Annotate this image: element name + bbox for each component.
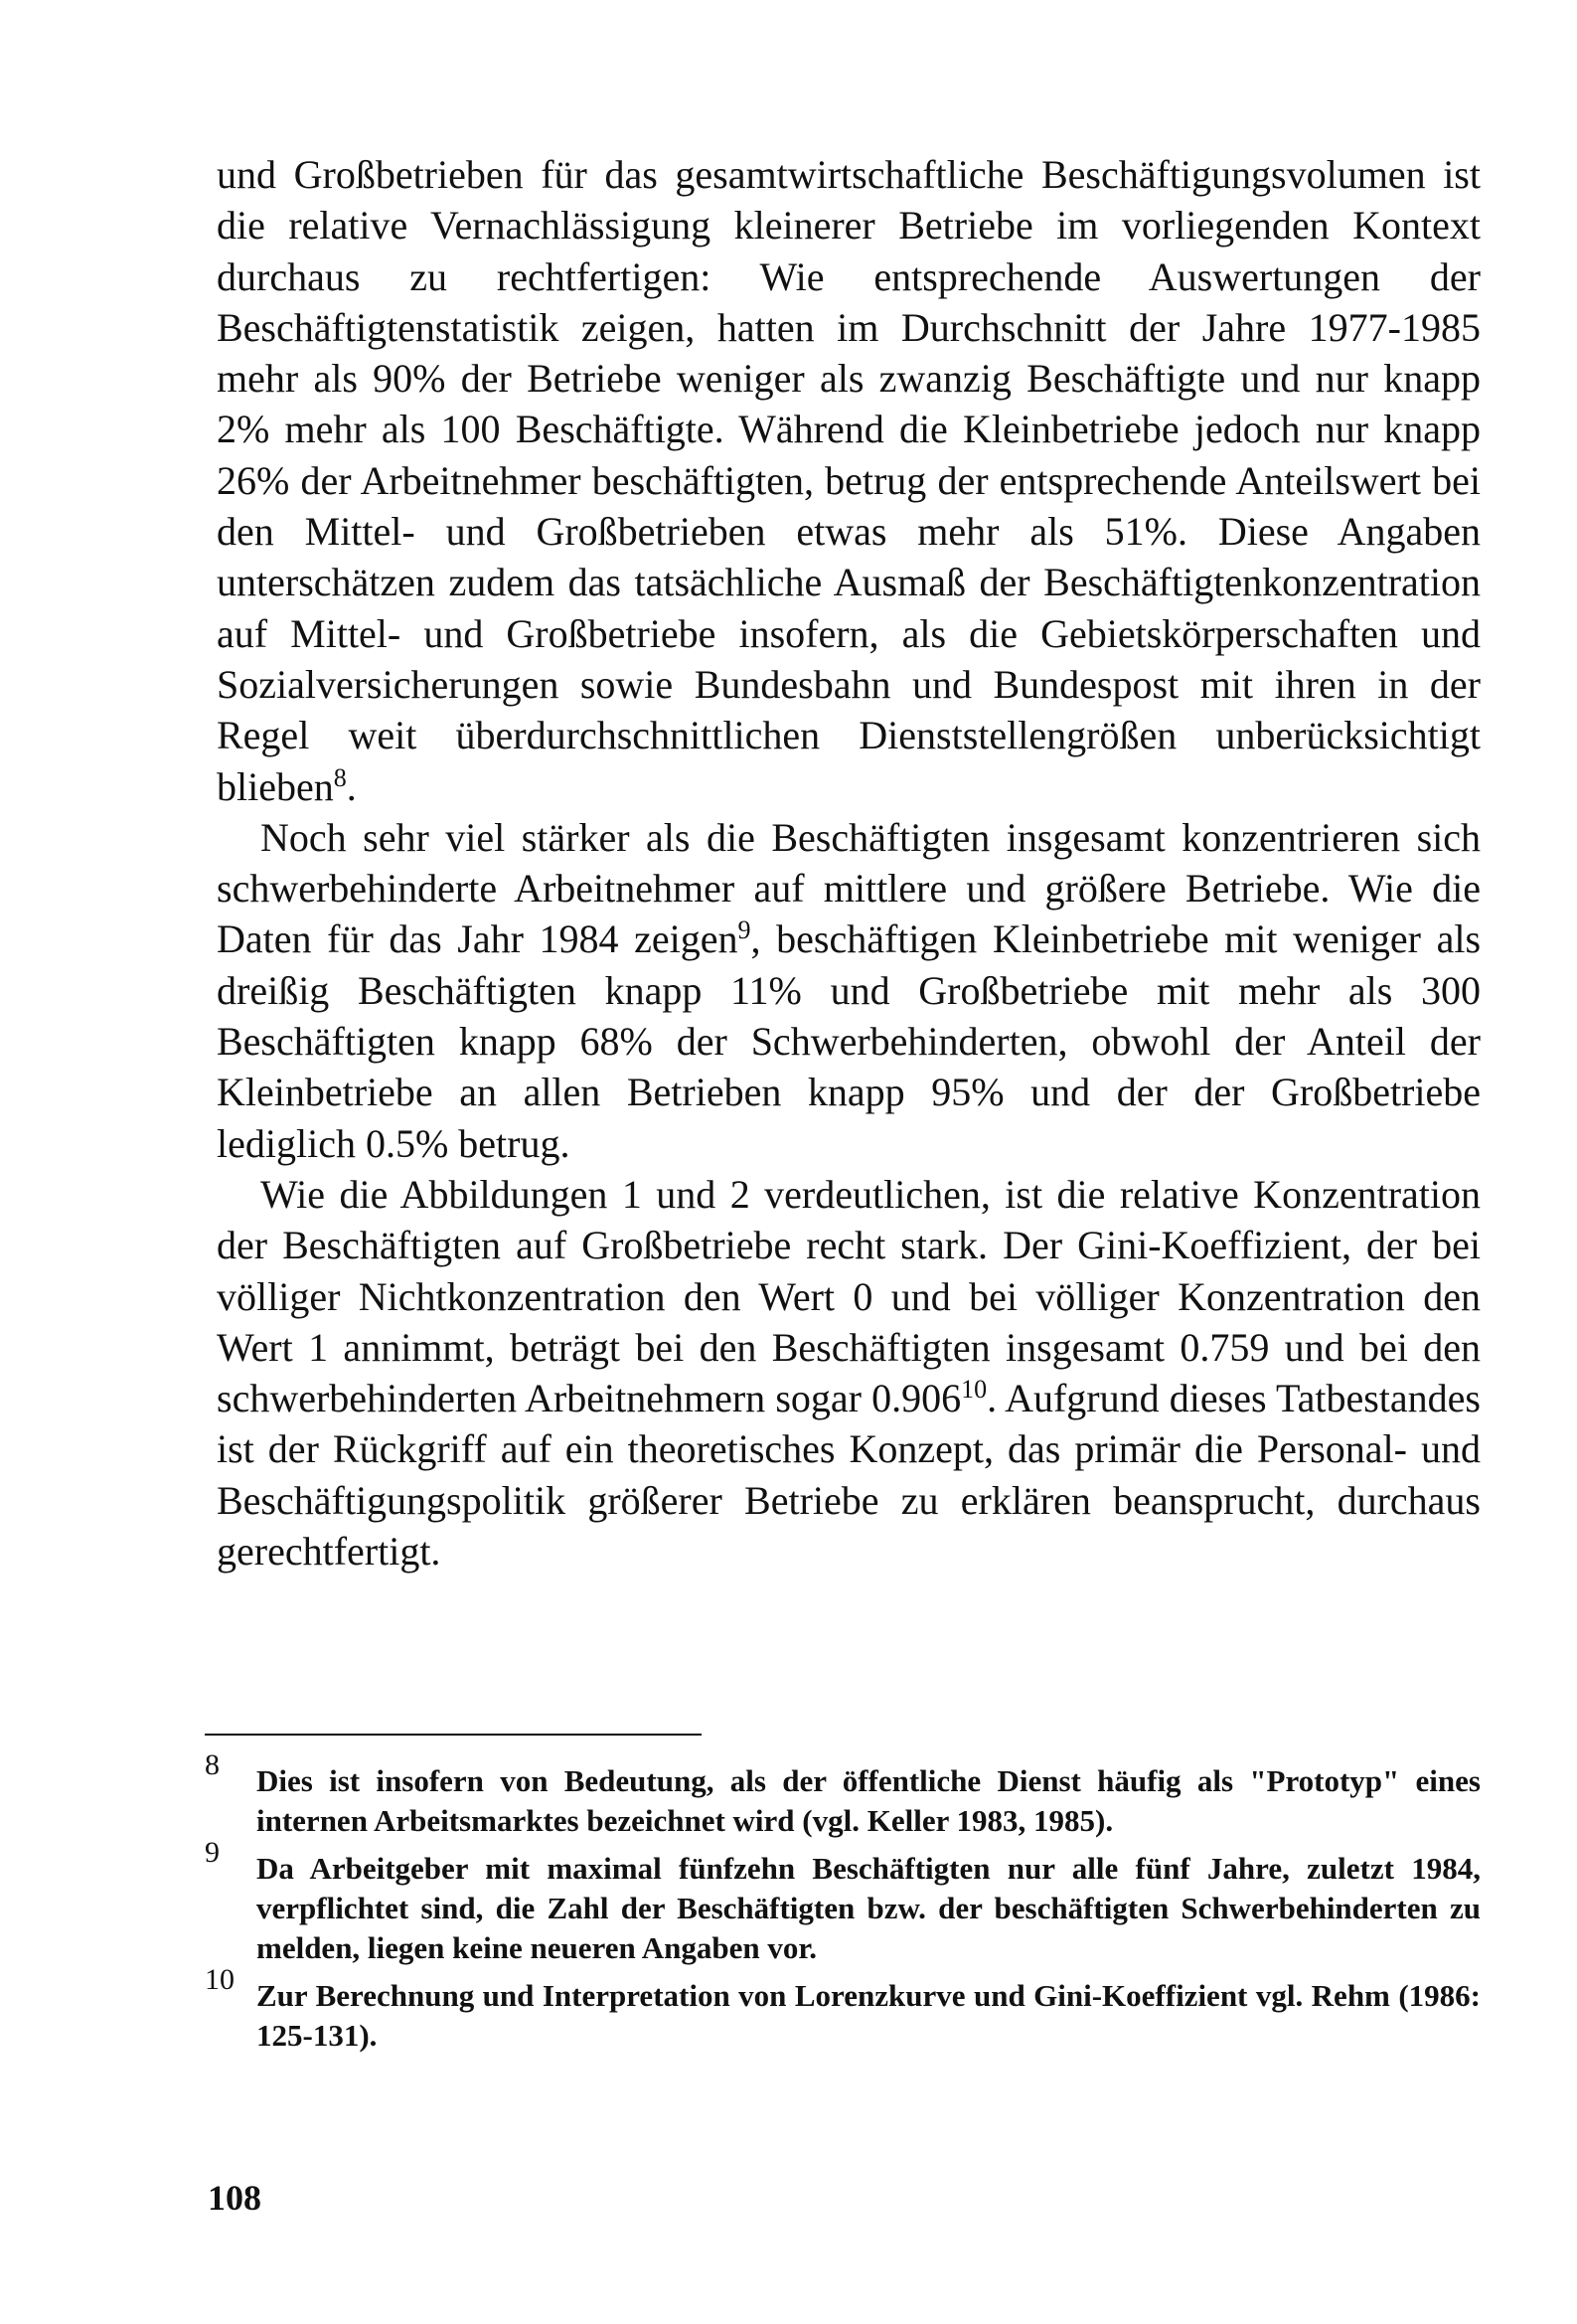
paragraph-3-text: Wie die Abbildungen 1 und 2 verdeutlichen, ist die relative Konzentration der Beschäftigten auf Großbetriebe recht stark. Der Gini-Koeffizient, der bei völliger Nichtkonzentration den Wert 0 und bei völliger Konzentration den Wert 1 annimmt, beträgt bei den Beschäftigten insgesamt 0.759 und bei den schwerbehinderten Arbeitnehmern sogar 0.906 [217, 1171, 1481, 1421]
footnote-number: 8 [205, 1748, 220, 1781]
footnote-number: 9 [205, 1836, 220, 1869]
footnotes [205, 1748, 1481, 2064]
paragraph-2-end: , beschäftigen Kleinbetriebe mit weniger als dreißig Beschäftigten knapp 11% und Großbetriebe mit mehr als 300 Beschäftigten knapp 68% der Schwerbehinderten, obwohl der Anteil der Kleinbetriebe an allen Betrieben knapp 95% und der der Großbetriebe lediglich 0.5% betrug. [217, 916, 1482, 1166]
footnote-ref-10: 10 [961, 1375, 988, 1405]
page-number: 108 [208, 2178, 261, 2218]
footnote-text: Da Arbeitgeber mit maximal fünfzehn Beschäftigten nur alle fünf Jahre, zuletzt 1984, verpflichtet sind, die Zahl der Beschäftigten bzw. der beschäftigten Schwerbehinderten zu melden, liegen keine neueren Angaben vor. [256, 1851, 1481, 1965]
paragraph-1-text: und Großbetrieben für das gesamtwirtschaftliche Beschäftigungsvolumen ist die relative Vernachlässigung kleinerer Betriebe im vorliegenden Kontext durchaus zu rechtfertigen: Wie entsprechende Auswertungen der Beschäftigtenstatistik zeigen, hatten im Durchschnitt der Jahre 1977-1985 mehr als 90% der Betriebe weniger als zwanzig Beschäftigte und nur knapp 2% mehr als 100 Beschäftigte. Während die Kleinbetriebe jedoch nur knapp 26% der Arbeitnehmer beschäftigten, betrug der entsprechende Anteilswert bei den Mittel- und Großbetrieben etwas mehr als 51%. Diese Angaben unterschätzen zudem das tatsächliche Ausmaß der Beschäftigtenkonzentration auf Mittel- und Großbetriebe insofern, als die Gebietskörperschaften und Sozialversicherungen sowie Bundesbahn und Bundespost mit ihren in der Regel weit überdurchschnittlichen Dienststellengrößen unberücksichtigt blieben [217, 152, 1481, 809]
paragraph-1-end: . [346, 763, 357, 809]
paragraph-3-end: . Aufgrund dieses Tatbestandes ist der Rückgriff auf ein theoretisches Konzept, das primär die Personal- und Beschäftigungspolitik größerer Betriebe zu erklären beansprucht, durchaus gerechtfertigt. [217, 1376, 1481, 1575]
footnote-10 [205, 1963, 1481, 2056]
footnote-text: Dies ist insofern von Bedeutung, als der öffentliche Dienst häufig als "Prototyp" eines internen Arbeitsmarktes bezeichnet wird (vgl. Keller 1983, 1985). [256, 1763, 1481, 1838]
body-text [217, 149, 1481, 1577]
footnote-ref-8: 8 [333, 762, 347, 792]
footnote-number: 10 [205, 1963, 235, 1996]
footnote-text: Zur Berechnung und Interpretation von Lorenzkurve und Gini-Koeffizient vgl. Rehm (1986: 125-131). [256, 1978, 1481, 2053]
paragraph-2 [217, 812, 1481, 1169]
paragraph-1 [217, 149, 1481, 812]
paragraph-2-text: Noch sehr viel stärker als die Beschäftigten insgesamt konzentrieren sich schwerbehinderte Arbeitnehmer auf mittlere und größere Betriebe. Wie die Daten für das Jahr 1984 zeigen [217, 814, 1481, 962]
footnote-separator [205, 1734, 702, 1736]
footnote-8 [205, 1748, 1481, 1841]
footnote-9 [205, 1836, 1481, 1968]
paragraph-3 [217, 1169, 1481, 1577]
footnote-ref-9: 9 [737, 915, 751, 945]
